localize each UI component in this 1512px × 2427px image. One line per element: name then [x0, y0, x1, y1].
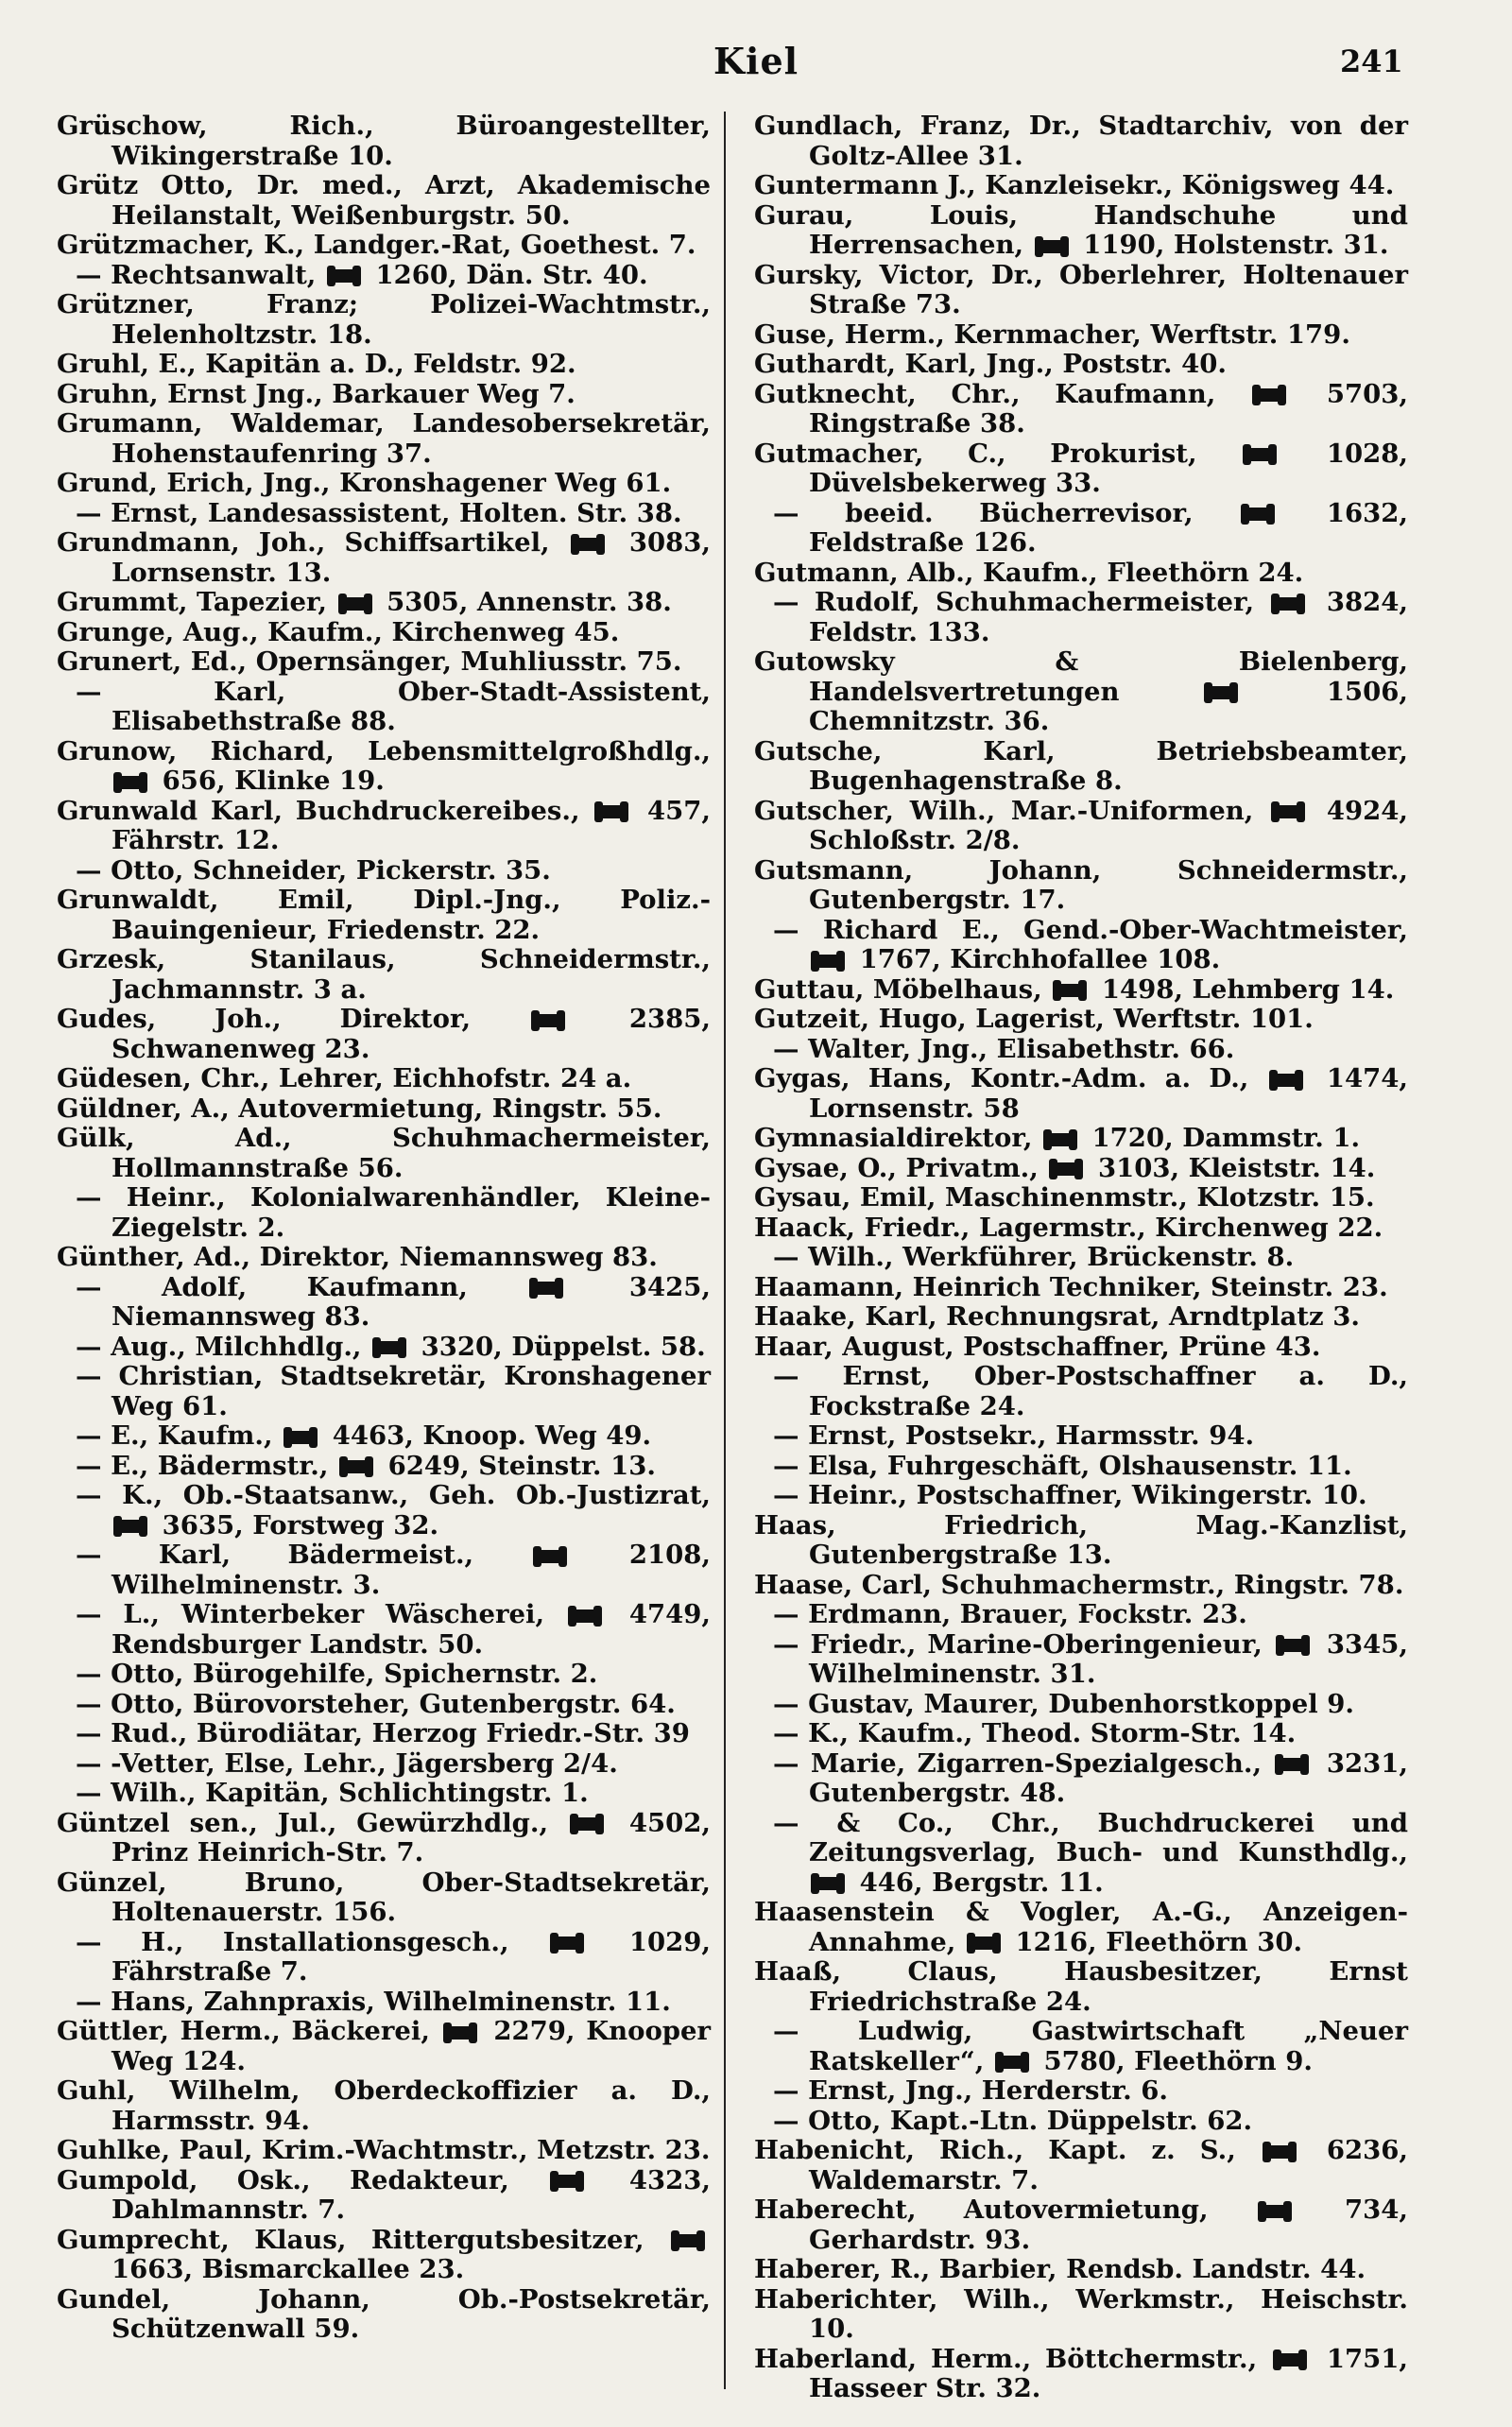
directory-entry: Haar, August, Postschaffner, Prüne 43.	[754, 1331, 1321, 1362]
directory-entry: — & Co., Chr., Buchdruckerei und Zeitungsverlag, Buch- und Kunsthdlg., 446, Bergstr. 11.	[773, 1807, 1408, 1898]
telephone-icon	[1275, 1758, 1309, 1771]
directory-entry: — Ernst, Postsekr., Harmsstr. 94.	[773, 1420, 1255, 1451]
directory-entry: — Rudolf, Schuhmachermeister, 3824, Feldstr. 133.	[773, 587, 1408, 647]
directory-entry: Grund, Erich, Jng., Kronshagener Weg 61.	[57, 468, 672, 498]
page-header	[0, 40, 1512, 96]
directory-entry: Haamann, Heinrich Techniker, Steinstr. 23.	[754, 1271, 1388, 1302]
directory-entry: — Adolf, Kaufmann, 3425, Niemannsweg 83.	[76, 1271, 711, 1332]
directory-entry: — Otto, Kapt.-Ltn. Düppelstr. 62.	[773, 2105, 1253, 2136]
directory-entry: Haberland, Herm., Böttchermstr., 1751, Hasseer Str. 32.	[754, 2343, 1408, 2403]
directory-entry: Grunwald Karl, Buchdruckereibes., 457, Fährstr. 12.	[57, 795, 711, 855]
telephone-icon	[284, 1431, 318, 1444]
directory-entry: — beeid. Bücherrevisor, 1632, Feldstraße 126.	[773, 497, 1409, 558]
directory-entry: Gygas, Hans, Kontr.-Adm. a. D., 1474, Lornsenstr. 58	[754, 1063, 1408, 1124]
directory-entry: Grütz Otto, Dr. med., Arzt, Akademische Heilanstalt, Weißenburgstr. 50.	[57, 170, 711, 231]
directory-entry: — Ernst, Jng., Herderstr. 6.	[773, 2075, 1168, 2106]
directory-entry: Haake, Karl, Rechnungsrat, Arndtplatz 3.	[754, 1301, 1360, 1332]
directory-entry: Grzesk, Stanilaus, Schneidermstr., Jachmannstr. 3 a.	[57, 944, 711, 1005]
telephone-icon	[1035, 240, 1069, 253]
telephone-icon	[1204, 686, 1238, 699]
directory-entry: — Aug., Milchhdlg., 3320, Düppelst. 58.	[76, 1331, 706, 1362]
column-divider	[724, 112, 726, 2389]
directory-entry: Gundlach, Franz, Dr., Stadtarchiv, von der Goltz-Allee 31.	[754, 111, 1408, 171]
telephone-icon	[550, 2175, 584, 2188]
directory-entry: Gutmann, Alb., Kaufm., Fleethörn 24.	[754, 557, 1304, 588]
telephone-icon	[1271, 805, 1305, 818]
directory-entry: — H., Installationsgesch., 1029, Fährstraße 7.	[76, 1926, 711, 1987]
telephone-icon	[571, 538, 605, 551]
directory-entry: Gutknecht, Chr., Kaufmann, 5703, Ringstraße 38.	[754, 378, 1409, 439]
telephone-icon	[568, 1609, 602, 1623]
telephone-icon	[1258, 2205, 1292, 2218]
directory-entry: Gumprecht, Klaus, Rittergutsbesitzer, 1663, Bismarckallee 23.	[57, 2226, 711, 2285]
directory-entry: Guntermann J., Kanzleisekr., Königsweg 44.	[754, 170, 1395, 200]
directory-column-right	[754, 112, 1408, 2404]
directory-entry: Haberer, R., Barbier, Rendsb. Landstr. 44.	[754, 2254, 1366, 2284]
telephone-icon	[594, 805, 628, 818]
directory-entry: Grummt, Tapezier, 5305, Annenstr. 38.	[57, 587, 672, 617]
directory-entry: Grunow, Richard, Lebensmittelgroßhdlg., 656, Klinke 19.	[57, 735, 711, 796]
directory-entry: — Ludwig, Gastwirtschaft „Neuer Ratskeller“, 5780, Fleethörn 9.	[773, 2016, 1408, 2076]
telephone-icon	[1243, 448, 1277, 461]
directory-entry: — Ernst, Landesassistent, Holten. Str. 38.	[76, 497, 682, 528]
directory-entry: — E., Bädermstr., 6249, Steinstr. 13.	[76, 1450, 656, 1481]
directory-entry: Güttler, Herm., Bäckerei, 2279, Knooper Weg 124.	[57, 2016, 711, 2076]
telephone-icon	[327, 269, 361, 283]
directory-entry: — Rechtsanwalt, 1260, Dän. Str. 40.	[76, 259, 648, 290]
directory-entry: — Walter, Jng., Elisabethstr. 66.	[773, 1033, 1235, 1064]
directory-entry: — Christian, Stadtsekretär, Kronshagener Weg 61.	[76, 1361, 711, 1421]
directory-entry: Habenicht, Rich., Kapt. z. S., 6236, Waldemarstr. 7.	[754, 2135, 1409, 2195]
directory-entry: — Karl, Bädermeist., 2108, Wilhelminenstr. 3.	[76, 1540, 712, 1600]
directory-entry: Güldner, A., Autovermietung, Ringstr. 55.	[57, 1093, 662, 1124]
directory-entry: Grunge, Aug., Kaufm., Kirchenweg 45.	[57, 616, 620, 647]
directory-entry: — Karl, Ober-Stadt-Assistent, Elisabethstraße 88.	[76, 676, 711, 736]
directory-entry: — Heinr., Postschaffner, Wikingerstr. 10.	[773, 1480, 1367, 1510]
directory-entry: Grumann, Waldemar, Landesobersekretär, Hohenstaufenring 37.	[57, 408, 711, 469]
directory-entry: Gurau, Louis, Handschuhe und Herrensachen, 1190, Holstenstr. 31.	[754, 199, 1408, 260]
directory-entry: Gutsmann, Johann, Schneidermstr., Gutenbergstr. 17.	[754, 854, 1408, 915]
directory-entry: Guhl, Wilhelm, Oberdeckoffizier a. D., Harmsstr. 94.	[57, 2075, 711, 2136]
directory-entry: Guthardt, Karl, Jng., Poststr. 40.	[754, 349, 1227, 379]
directory-entry: — Gustav, Maurer, Dubenhorstkoppel 9.	[773, 1688, 1354, 1719]
directory-entry: Güdesen, Chr., Lehrer, Eichhofstr. 24 a.	[57, 1063, 632, 1093]
telephone-icon	[443, 2026, 477, 2040]
directory-entry: — L., Winterbeker Wäscherei, 4749, Rendsburger Landstr. 50.	[76, 1599, 712, 1660]
directory-entry: Gutmacher, C., Prokurist, 1028, Düvelsbekerweg 33.	[754, 438, 1409, 498]
directory-entry: Gutzeit, Hugo, Lagerist, Werftstr. 101.	[754, 1004, 1314, 1034]
telephone-icon	[1269, 1074, 1303, 1087]
telephone-icon	[338, 597, 372, 611]
telephone-icon	[550, 1936, 584, 1950]
directory-entry: — E., Kaufm., 4463, Knoop. Weg 49.	[76, 1420, 652, 1451]
directory-entry: Guttau, Möbelhaus, 1498, Lehmberg 14.	[754, 973, 1395, 1005]
directory-entry: — Wilh., Werkführer, Brückenstr. 8.	[773, 1242, 1295, 1272]
directory-entry: Gutscher, Wilh., Mar.-Uniformen, 4924, Schloßstr. 2/8.	[754, 795, 1408, 855]
telephone-icon	[1043, 1133, 1077, 1146]
directory-entry: Gundel, Johann, Ob.-Postsekretär, Schützenwall 59.	[57, 2283, 711, 2344]
directory-entry: Gutowsky & Bielenberg, Handelsvertretungen 1506, Chemnitzstr. 36.	[754, 646, 1408, 736]
running-head: Kiel	[713, 40, 799, 82]
telephone-icon	[1263, 2145, 1297, 2159]
directory-entry: Gruhl, E., Kapitän a. D., Feldstr. 92.	[57, 349, 576, 379]
directory-entry: — Rud., Bürodiätar, Herzog Friedr.-Str. 39	[76, 1718, 690, 1748]
telephone-icon	[533, 1550, 567, 1563]
directory-entry: — Wilh., Kapitän, Schlichtingstr. 1.	[76, 1778, 589, 1808]
directory-entry: Gutsche, Karl, Betriebsbeamter, Bugenhagenstraße 8.	[754, 735, 1408, 796]
directory-entry: — Friedr., Marine-Oberingenieur, 3345, Wilhelminenstr. 31.	[773, 1628, 1408, 1689]
directory-entry: Haberecht, Autovermietung, 734, Gerhardstr. 93.	[754, 2195, 1408, 2255]
telephone-icon	[811, 1877, 845, 1890]
directory-entry: Haasenstein & Vogler, A.-G., Anzeigen-Annahme, 1216, Fleethörn 30.	[754, 1897, 1408, 1957]
directory-entry: — Hans, Zahnpraxis, Wilhelminenstr. 11.	[76, 1986, 671, 2017]
directory-entry: Grützmacher, K., Landger.-Rat, Goethest. 7.	[57, 230, 696, 260]
telephone-icon	[1273, 2353, 1307, 2367]
telephone-icon	[339, 1460, 373, 1473]
directory-entry: — Ernst, Ober-Postschaffner a. D., Fockstraße 24.	[773, 1361, 1408, 1421]
directory-entry: Gymnasialdirektor, 1720, Dammstr. 1.	[754, 1123, 1361, 1153]
telephone-icon	[1241, 508, 1275, 521]
directory-entry: Grüschow, Rich., Büroangestellter, Wikingerstraße 10.	[57, 111, 711, 171]
telephone-icon	[113, 776, 147, 789]
directory-entry: — K., Kaufm., Theod. Storm-Str. 14.	[773, 1718, 1297, 1748]
telephone-icon	[372, 1341, 406, 1354]
page-number: 241	[1340, 43, 1403, 79]
directory-entry: — Elsa, Fuhrgeschäft, Olshausenstr. 11.	[773, 1450, 1352, 1481]
directory-entry: Grunert, Ed., Opernsänger, Muhliusstr. 75.	[57, 646, 682, 677]
directory-entry: Haack, Friedr., Lagermstr., Kirchenweg 22.	[754, 1212, 1383, 1243]
directory-entry: Gysau, Emil, Maschinenmstr., Klotzstr. 15.	[754, 1182, 1375, 1213]
directory-entry: — Otto, Bürogehilfe, Spichernstr. 2.	[76, 1659, 598, 1689]
directory-entry: Günther, Ad., Direktor, Niemannsweg 83.	[57, 1242, 658, 1272]
telephone-icon	[1049, 1162, 1083, 1176]
directory-entry: — Otto, Bürovorsteher, Gutenbergstr. 64.	[76, 1688, 676, 1719]
directory-entry: Gursky, Victor, Dr., Oberlehrer, Holtenauer Straße 73.	[754, 259, 1408, 319]
directory-entry: Guhlke, Paul, Krim.-Wachtmstr., Metzstr. 23.	[57, 2135, 711, 2165]
telephone-icon	[1053, 984, 1087, 997]
directory-entry: Gumpold, Osk., Redakteur, 4323, Dahlmannstr. 7.	[57, 2164, 712, 2225]
directory-entry: Haaß, Claus, Hausbesitzer, Ernst Friedrichstraße 24.	[754, 1956, 1408, 2017]
directory-entry: — Richard E., Gend.-Ober-Wachtmeister, 1767, Kirchhofallee 108.	[773, 914, 1408, 974]
directory-entry: — Marie, Zigarren-Spezialgesch., 3231, Gutenbergstr. 48.	[773, 1747, 1408, 1808]
directory-entry: — Erdmann, Brauer, Fockstr. 23.	[773, 1599, 1247, 1629]
telephone-icon	[995, 2056, 1029, 2069]
telephone-icon	[1276, 1639, 1310, 1652]
directory-entry: Gülk, Ad., Schuhmachermeister, Hollmannstraße 56.	[57, 1123, 711, 1183]
directory-entry: Gudes, Joh., Direktor, 2385, Schwanenweg 23.	[57, 1004, 712, 1064]
telephone-icon	[1271, 597, 1305, 611]
directory-entry: Gruhn, Ernst Jng., Barkauer Weg 7.	[57, 378, 576, 409]
directory-entry: Haas, Friedrich, Mag.-Kanzlist, Gutenbergstraße 13.	[754, 1509, 1408, 1570]
telephone-icon	[811, 955, 845, 968]
directory-column-left	[57, 112, 711, 2345]
directory-entry: Gysae, O., Privatm., 3103, Kleiststr. 14.	[754, 1152, 1376, 1183]
directory-entry: — Otto, Schneider, Pickerstr. 35.	[76, 854, 551, 886]
directory-entry: Grützner, Franz; Polizei-Wachtmstr., Helenholtzstr. 18.	[57, 289, 711, 350]
directory-entry: Günzel, Bruno, Ober-Stadtsekretär, Holtenauerstr. 156.	[57, 1867, 711, 1927]
directory-entry: — K., Ob.-Staatsanw., Geh. Ob.-Justizrat, 3635, Forstweg 32.	[76, 1480, 711, 1541]
directory-entry: Grundmann, Joh., Schiffsartikel, 3083, Lornsenstr. 13.	[57, 527, 712, 588]
directory-entry: Güntzel sen., Jul., Gewürzhdlg., 4502, Prinz Heinrich-Str. 7.	[57, 1807, 711, 1868]
directory-entry: Grunwaldt, Emil, Dipl.-Jng., Poliz.-Bauingenieur, Friedenstr. 22.	[57, 885, 711, 945]
directory-entry: Haberichter, Wilh., Werkmstr., Heischstr. 10.	[754, 2283, 1408, 2344]
telephone-icon	[529, 1282, 563, 1295]
directory-entry: — -Vetter, Else, Lehr., Jägersberg 2/4.	[76, 1747, 618, 1779]
telephone-icon	[1252, 388, 1286, 402]
telephone-icon	[967, 1936, 1001, 1950]
telephone-icon	[570, 1817, 604, 1831]
directory-entry: Guse, Herm., Kernmacher, Werftstr. 179.	[754, 318, 1350, 350]
directory-entry: — Heinr., Kolonialwarenhändler, Kleine-Ziegelstr. 2.	[76, 1182, 711, 1243]
telephone-icon	[113, 1520, 147, 1533]
telephone-icon	[531, 1014, 565, 1027]
directory-entry: Haase, Carl, Schuhmachermstr., Ringstr. 78.	[754, 1569, 1404, 1600]
telephone-icon	[671, 2234, 705, 2247]
